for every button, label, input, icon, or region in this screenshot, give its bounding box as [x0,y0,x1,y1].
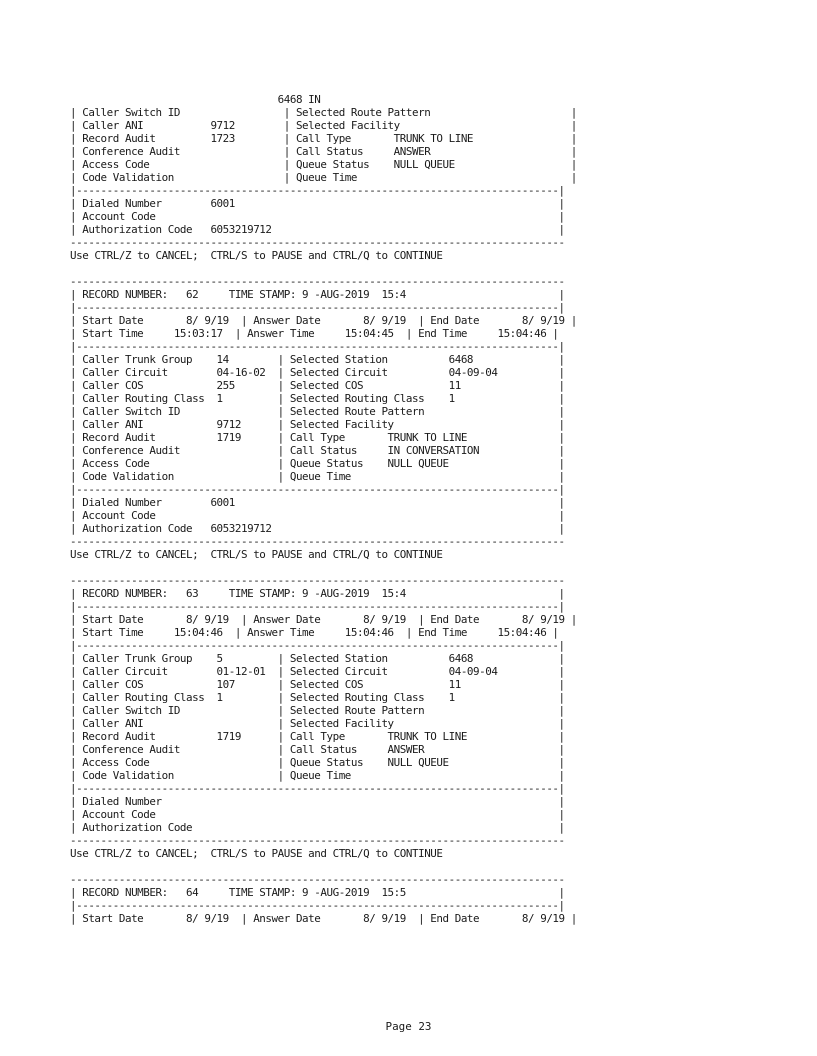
text-line: | Caller ANI | Selected Facility | [70,717,565,730]
text-line: | Caller COS 255 | Selected COS 11 | [70,379,565,392]
text-line: | Caller ANI 9712 | Selected Facility | [70,418,565,431]
text-line: --------------------------------------------------------------------------------- [70,535,565,548]
text-line: | Authorization Code 6053219712 | [70,522,565,535]
text-line: | Account Code | [70,509,565,522]
text-line: --------------------------------------------------------------------------------- [70,574,565,587]
text-line: | RECORD NUMBER: 62 TIME STAMP: 9 -AUG-2019 15:4 | [70,288,565,301]
text-line: | Access Code | Queue Status NULL QUEUE | [70,457,565,470]
text-line: --------------------------------------------------------------------------------- [70,275,565,288]
text-line: | Caller Switch ID | Selected Route Pattern | [70,106,577,119]
text-line: | Record Audit 1719 | Call Type TRUNK TO LINE | [70,431,565,444]
text-line: | Caller Routing Class 1 | Selected Routing Class 1 | [70,691,565,704]
text-line: |-------------------------------------------------------------------------------| [70,301,565,314]
text-line: | Start Date 8/ 9/19 | Answer Date 8/ 9/19 | End Date 8/ 9/19 | [70,912,577,925]
text-line: | Code Validation | Queue Time | [70,769,565,782]
text-line: | Start Date 8/ 9/19 | Answer Date 8/ 9/19 | End Date 8/ 9/19 | [70,314,577,327]
text-line: Use CTRL/Z to CANCEL; CTRL/S to PAUSE and CTRL/Q to CONTINUE [70,249,443,262]
text-line: | Code Validation | Queue Time | [70,470,565,483]
text-line: | Caller Circuit 04-16-02 | Selected Circuit 04-09-04 | [70,366,565,379]
text-line: |-------------------------------------------------------------------------------| [70,782,565,795]
text-line: | Caller Routing Class 1 | Selected Routing Class 1 | [70,392,565,405]
text-line: 6468 IN [70,93,321,106]
text-line: | Account Code | [70,210,565,223]
text-line: | Conference Audit | Call Status ANSWER | [70,743,565,756]
text-line: | Authorization Code 6053219712 | [70,223,565,236]
text-line: --------------------------------------------------------------------------------- [70,834,565,847]
text-line: | Conference Audit | Call Status IN CONVERSATION | [70,444,565,457]
text-line: --------------------------------------------------------------------------------- [70,873,565,886]
text-line: |-------------------------------------------------------------------------------| [70,639,565,652]
text-line: |-------------------------------------------------------------------------------| [70,184,565,197]
text-line: | Access Code | Queue Status NULL QUEUE | [70,756,565,769]
text-line: |-------------------------------------------------------------------------------| [70,340,565,353]
text-line: | Start Time 15:03:17 | Answer Time 15:04:45 | End Time 15:04:46 | [70,327,559,340]
text-line: | Code Validation | Queue Time | [70,171,577,184]
text-line: | Start Date 8/ 9/19 | Answer Date 8/ 9/19 | End Date 8/ 9/19 | [70,613,577,626]
text-line: | Dialed Number 6001 | [70,197,565,210]
page-number: Page 23 [385,1020,432,1033]
text-line: | Record Audit 1719 | Call Type TRUNK TO LINE | [70,730,565,743]
text-line: | Authorization Code | [70,821,565,834]
text-line: --------------------------------------------------------------------------------- [70,236,565,249]
text-line: | Account Code | [70,808,565,821]
text-line: | Record Audit 1723 | Call Type TRUNK TO LINE | [70,132,577,145]
text-line: | RECORD NUMBER: 63 TIME STAMP: 9 -AUG-2019 15:4 | [70,587,565,600]
text-line: |-------------------------------------------------------------------------------| [70,600,565,613]
text-line: | Dialed Number 6001 | [70,496,565,509]
text-line: | Caller ANI 9712 | Selected Facility | [70,119,577,132]
text-line: | RECORD NUMBER: 64 TIME STAMP: 9 -AUG-2019 15:5 | [70,886,565,899]
text-line: | Caller Switch ID | Selected Route Pattern | [70,704,565,717]
text-line: | Access Code | Queue Status NULL QUEUE | [70,158,577,171]
text-line: |-------------------------------------------------------------------------------| [70,483,565,496]
text-line: | Caller Trunk Group 5 | Selected Station 6468 | [70,652,565,665]
text-line: |-------------------------------------------------------------------------------| [70,899,565,912]
text-line: Use CTRL/Z to CANCEL; CTRL/S to PAUSE and CTRL/Q to CONTINUE [70,548,443,561]
text-line: | Caller Trunk Group 14 | Selected Station 6468 | [70,353,565,366]
text-line: | Caller Switch ID | Selected Route Pattern | [70,405,565,418]
text-line: | Caller Circuit 01-12-01 | Selected Circuit 04-09-04 | [70,665,565,678]
text-line: | Conference Audit | Call Status ANSWER | [70,145,577,158]
text-line: | Dialed Number | [70,795,565,808]
text-line: | Caller COS 107 | Selected COS 11 | [70,678,565,691]
text-line: Use CTRL/Z to CANCEL; CTRL/S to PAUSE and CTRL/Q to CONTINUE [70,847,443,860]
text-line: | Start Time 15:04:46 | Answer Time 15:04:46 | End Time 15:04:46 | [70,626,559,639]
